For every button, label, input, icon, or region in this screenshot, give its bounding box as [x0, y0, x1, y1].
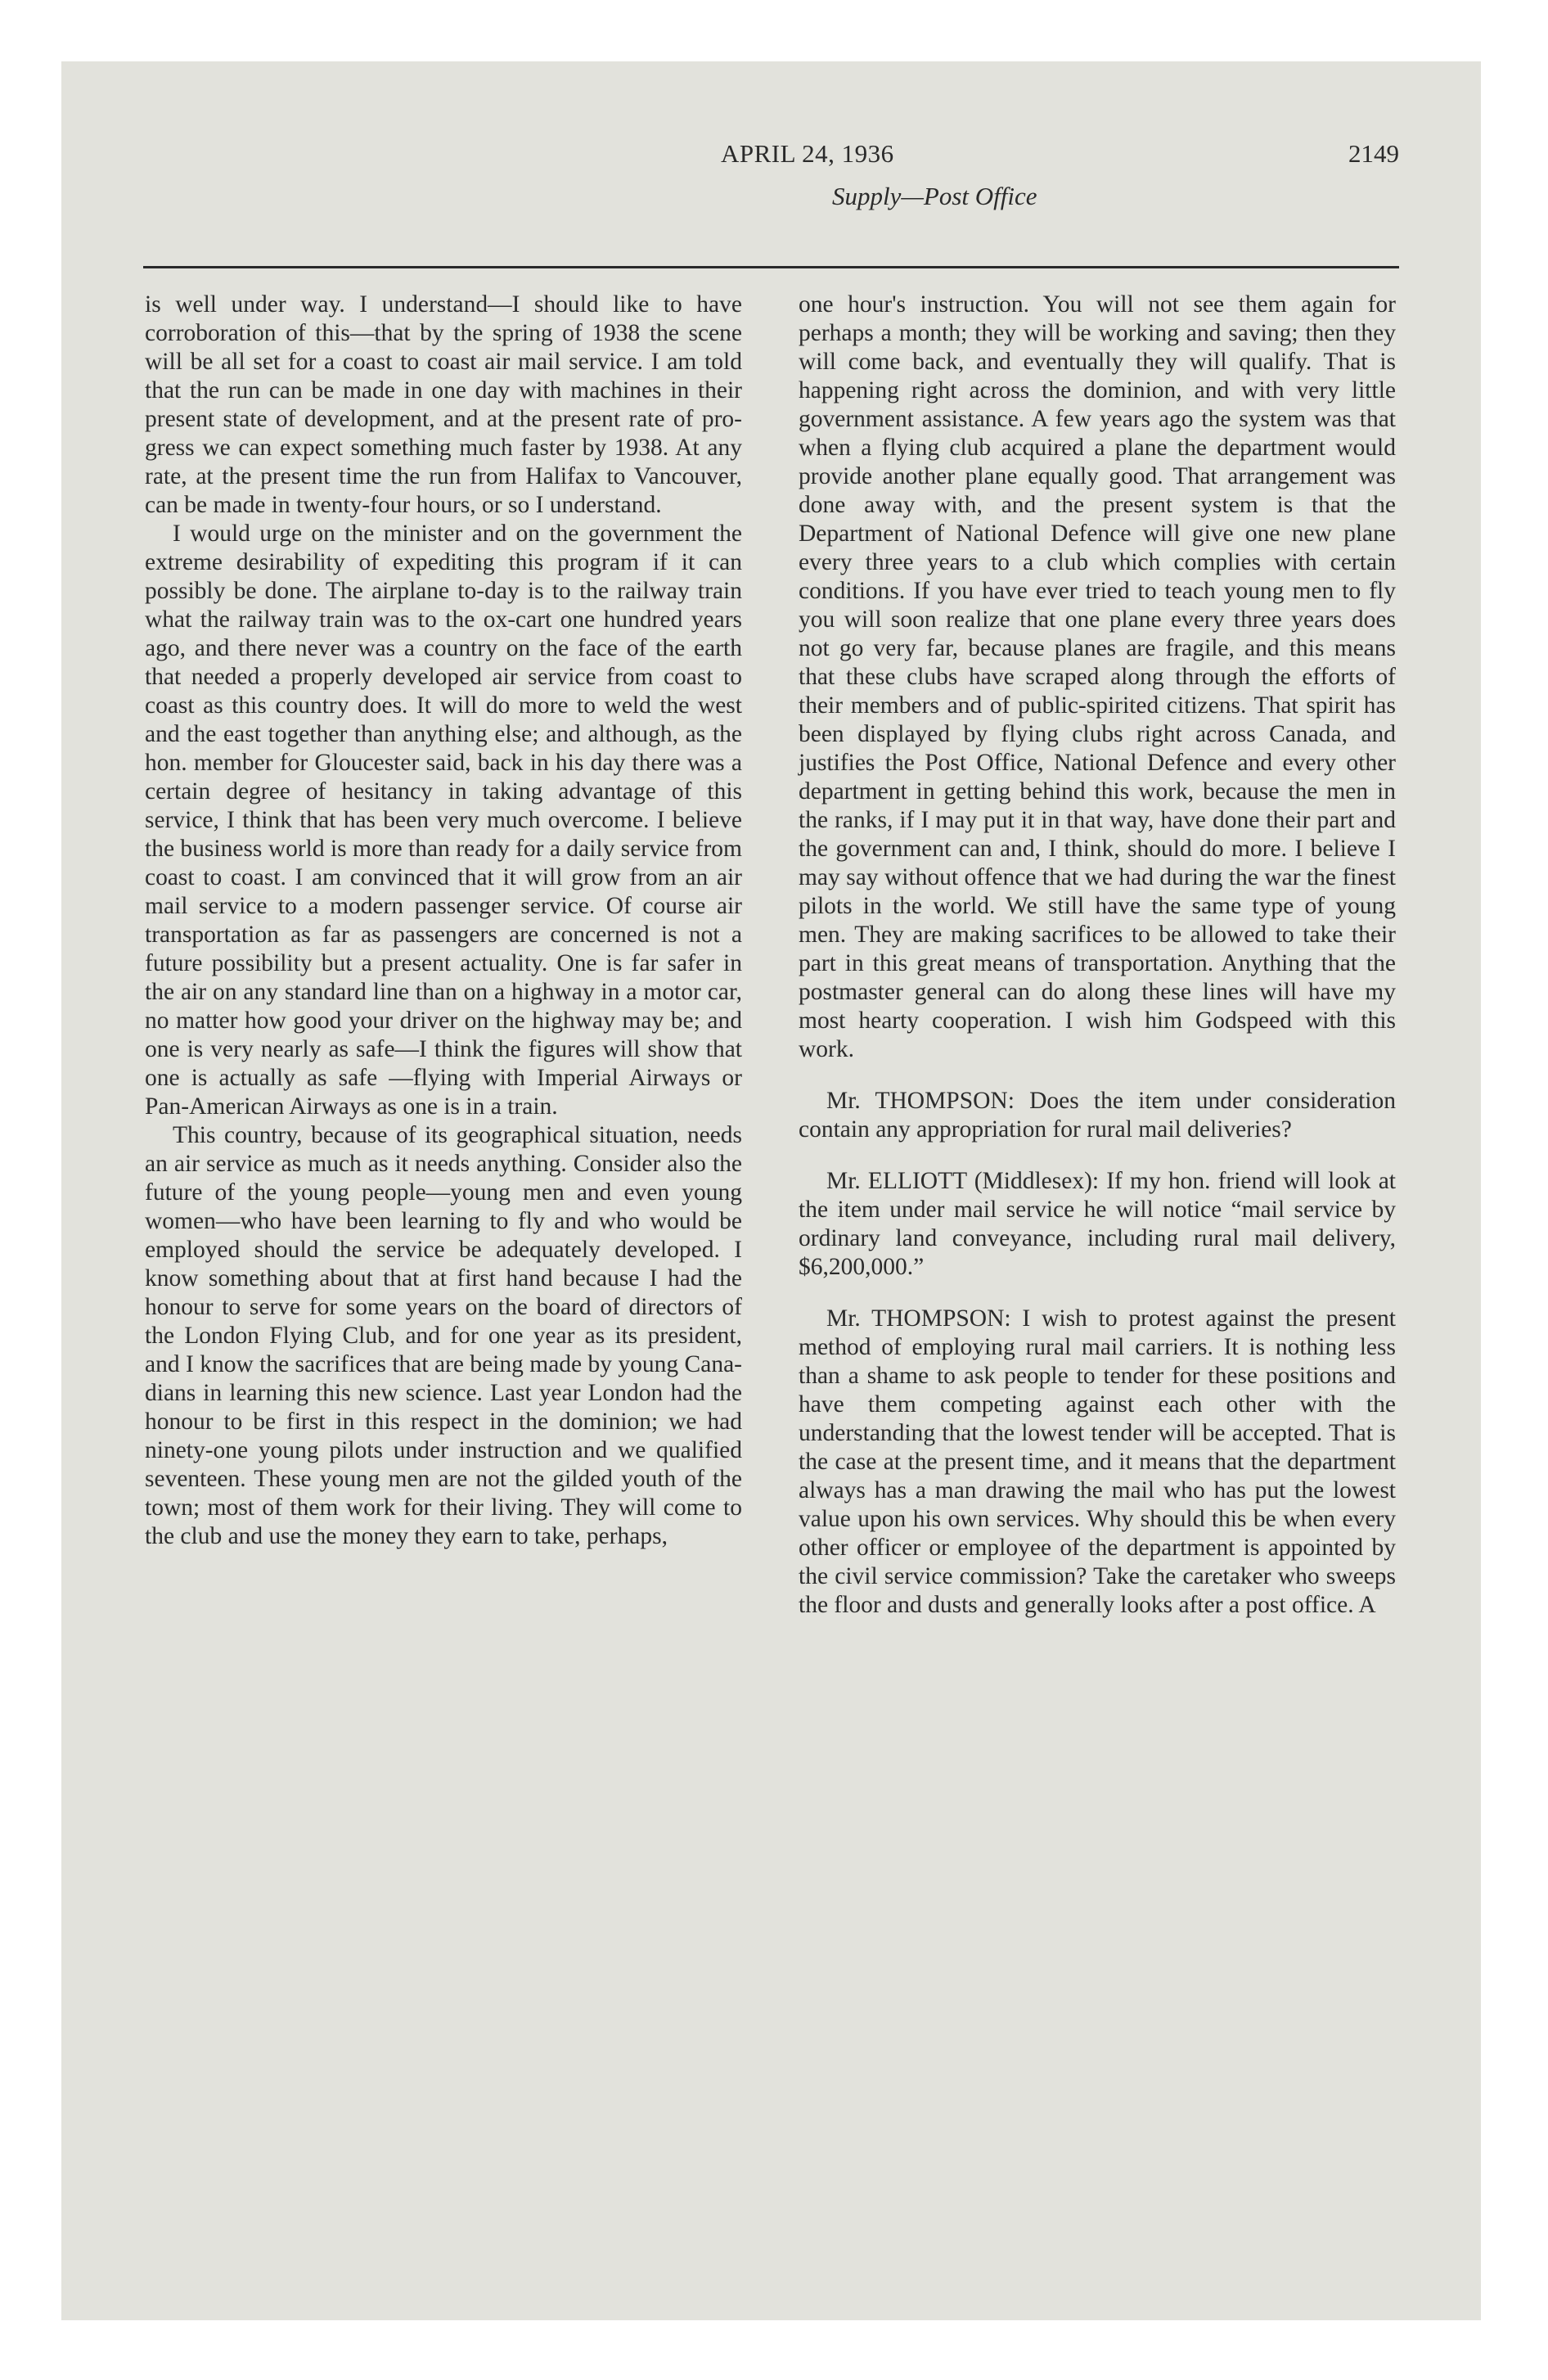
header-date: APRIL 24, 1936 — [721, 139, 894, 168]
speech-paragraph: Mr. ELLIOTT (Middlesex): If my hon. friend will look at the item under mail service he will notice “mail service by ordinary land conveyance, including rural mail delivery, $6,200,000.” — [799, 1168, 1396, 1280]
page-header — [143, 139, 1399, 270]
paragraph: is well under way. I understand—I should like to have corroboration of this—that by the spring of 1938 the scene will be all set for a coast to coast air mail service. I am told that the run can be made in one day with machines in their present state of development, and at the present rate of progress we can expect something much faster by 1938. At any rate, at the present time the run from Halifax to Vancouver, can be made in twenty-four hours, or so I understand. — [145, 291, 742, 518]
document-page — [61, 61, 1481, 2320]
right-column — [799, 291, 1396, 1620]
paragraph: This country, because of its geographical situation, needs an air service as much as it needs anything. Consider also the future of the young people—young men and even young women—who have been learning to fly and who would be employed should the service be adequately developed. I know something about that at first hand because I had the honour to serve for some years on the board of directors of the London Flying Club, and for one year as its president, and I know the sacrifices that are being made by young Canadians in learning this new science. Last year London had the honour to be first in this respect in the dominion; we had ninety-one young pilots under instruction and we qualified seventeen. These young men are not the gilded youth of the town; most of them work for their living. They will come to the club and use the money they earn to take, perhaps, — [145, 1122, 742, 1549]
page-number: 2149 — [1348, 139, 1399, 168]
paragraph: one hour's instruction. You will not see them again for perhaps a month; they will be working and saving; then they will come back, and eventually they will qualify. That is happening right across the dominion, and with very little government assistance. A few years ago the system was that when a flying club acquired a plane the department would provide another plane equally good. That arrangement was done away with, and the present system is that the Department of National Defence will give one new plane every three years to a club which complies with certain conditions. If you have ever tried to teach young men to fly you will soon realize that one plane every three years does not go very far, because planes are fragile, and this means that these clubs have scraped along through the efforts of their members and of public-spirited citizens. That spirit has been displayed by flying clubs right across Canada, and justifies the Post Office, National Defence and every other department in getting behind this work, because the men in the ranks, if I may put it in that way, have done their part and the government can and, I think, should do more. I believe I may say without offence that we had during the war the finest pilots in the world. We still have the same type of young men. They are making sacrifices to be allowed to take their part in this great means of transportation. Anything that the postmaster general can do along these lines will have my most hearty cooperation. I wish him Godspeed with this work. — [799, 291, 1396, 1062]
header-subject: Supply—Post Office — [832, 182, 1037, 210]
header-rule — [143, 266, 1399, 268]
paragraph: I would urge on the minister and on the government the extreme desirability of expediting this program if it can possibly be done. The airplane to-day is to the railway train what the railway train was to the ox-cart one hundred years ago, and there never was a country on the face of the earth that needed a properly developed air service from coast to coast as this country does. It will do more to weld the west and the east together than anything else; and although, as the hon. member for Gloucester said, back in his day there was a certain degree of hesitancy in taking advantage of this service, I think that has been very much overcome. I believe the business world is more than ready for a daily service from coast to coast. I am convinced that it will grow from an air mail service to a modern passenger service. Of course air transportation as far as passengers are concerned is not a future possibility but a present actuality. One is far safer in the air on any standard line than on a highway in a motor car, no matter how good your driver on the highway may be; and one is very nearly as safe—I think the figures will show that one is actually as safe —flying with Imperial Airways or Pan-American Airways as one is in a train. — [145, 521, 742, 1120]
left-column — [145, 291, 742, 1551]
speech-paragraph: Mr. THOMPSON: Does the item under consideration contain any appropriation for rural mail deliveries? — [799, 1088, 1396, 1143]
speech-paragraph: Mr. THOMPSON: I wish to protest against the present method of employing rural mail carriers. It is nothing less than a shame to ask people to tender for these positions and have them competing against each other with the understanding that the lowest tender will be accepted. That is the case at the present time, and it means that the department always has a man drawing the mail who has put the lowest value upon his own services. Why should this be when every other officer or employee of the department is appointed by the civil service commission? Take the caretaker who sweeps the floor and dusts and generally looks after a post office. A — [799, 1305, 1396, 1618]
